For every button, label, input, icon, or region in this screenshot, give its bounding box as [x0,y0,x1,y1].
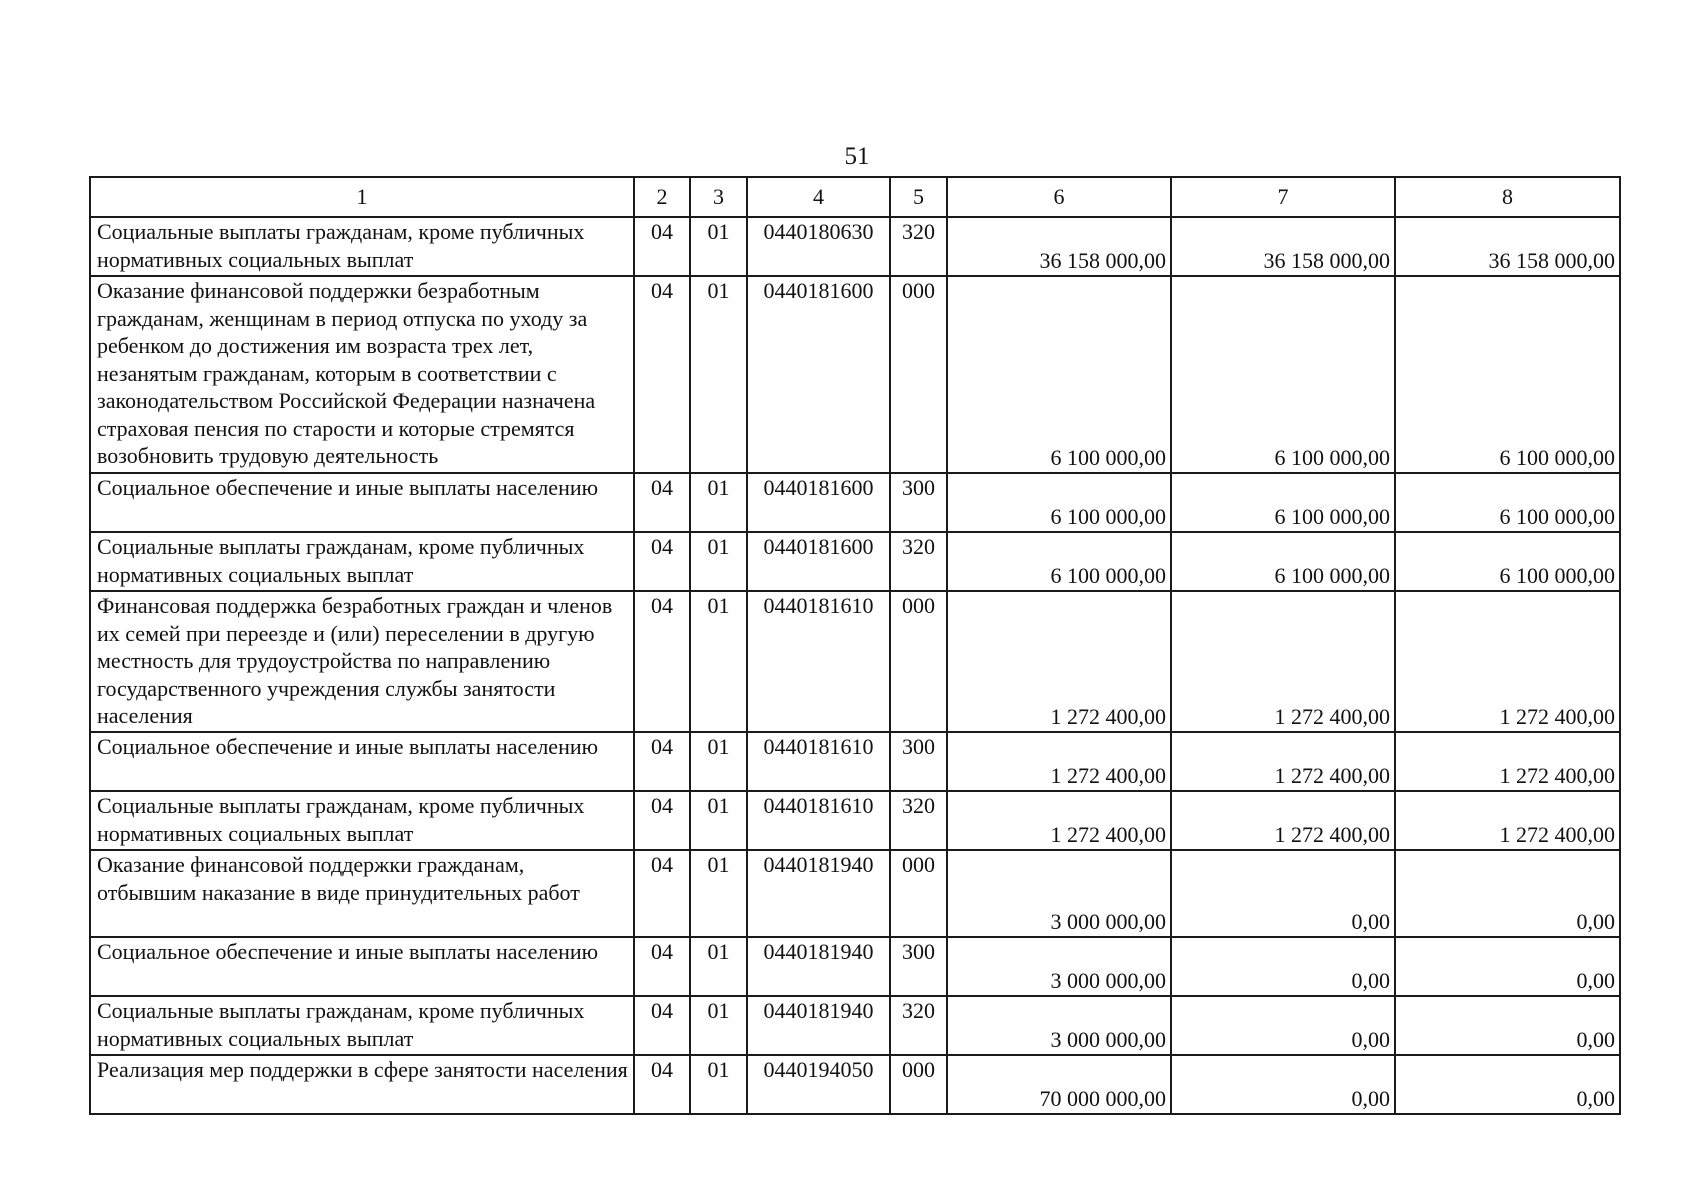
section-code: 04 [634,217,690,276]
expense-type-code: 000 [890,276,947,473]
expense-type-code: 320 [890,996,947,1055]
target-article-code: 0440181610 [747,791,890,850]
subsection-code: 01 [690,791,747,850]
amount-col-8: 6 100 000,00 [1395,276,1620,473]
section-code: 04 [634,532,690,591]
item-name: Социальные выплаты гражданам, кроме публичных нормативных социальных выплат [90,791,634,850]
section-code: 04 [634,996,690,1055]
amount-col-7: 6 100 000,00 [1171,532,1395,591]
subsection-code: 01 [690,473,747,532]
item-name: Оказание финансовой поддержки гражданам, отбывшим наказание в виде принудительных работ [90,850,634,937]
amount-col-7: 6 100 000,00 [1171,473,1395,532]
amount-col-7: 1 272 400,00 [1171,591,1395,732]
subsection-code: 01 [690,732,747,791]
item-name: Оказание финансовой поддержки безработным гражданам, женщинам в период отпуска по уходу за ребенком до достижения им возраста трех лет, незанятым гражданам, которым в соответствии с законодательством Российской Федерации назначена страховая пенсия по старости и которые стремятся возобновить трудовую деятельность [90,276,634,473]
amount-col-7: 0,00 [1171,996,1395,1055]
amount-col-6: 3 000 000,00 [947,996,1171,1055]
amount-col-6: 70 000 000,00 [947,1055,1171,1114]
header-row [90,177,1620,217]
section-code: 04 [634,791,690,850]
section-code: 04 [634,1055,690,1114]
item-name: Социальное обеспечение и иные выплаты населению [90,937,634,996]
amount-col-7: 1 272 400,00 [1171,791,1395,850]
expense-type-code: 300 [890,937,947,996]
column-header: 6 [947,177,1171,217]
item-name: Финансовая поддержка безработных граждан и членов их семей при переезде и (или) переселении в другую местность для трудоустройства по направлению государственного учреждения службы занятости населения [90,591,634,732]
page-number: 51 [844,143,870,170]
amount-col-6: 1 272 400,00 [947,732,1171,791]
amount-col-8: 1 272 400,00 [1395,791,1620,850]
table-row [90,276,1620,473]
amount-col-8: 0,00 [1395,937,1620,996]
table-row [90,532,1620,591]
item-name: Социальные выплаты гражданам, кроме публичных нормативных социальных выплат [90,532,634,591]
target-article-code: 0440181610 [747,732,890,791]
target-article-code: 0440181610 [747,591,890,732]
budget-table [89,176,1621,1115]
amount-col-7: 1 272 400,00 [1171,732,1395,791]
expense-type-code: 000 [890,591,947,732]
target-article-code: 0440181600 [747,532,890,591]
amount-col-6: 6 100 000,00 [947,473,1171,532]
target-article-code: 0440181940 [747,937,890,996]
amount-col-7: 0,00 [1171,850,1395,937]
expense-type-code: 000 [890,1055,947,1114]
column-header: 4 [747,177,890,217]
subsection-code: 01 [690,937,747,996]
amount-col-6: 3 000 000,00 [947,937,1171,996]
item-name: Социальные выплаты гражданам, кроме публичных нормативных социальных выплат [90,217,634,276]
table-row [90,732,1620,791]
amount-col-8: 36 158 000,00 [1395,217,1620,276]
subsection-code: 01 [690,217,747,276]
amount-col-7: 0,00 [1171,1055,1395,1114]
amount-col-7: 36 158 000,00 [1171,217,1395,276]
section-code: 04 [634,473,690,532]
item-name: Реализация мер поддержки в сфере занятости населения [90,1055,634,1114]
expense-type-code: 000 [890,850,947,937]
amount-col-8: 0,00 [1395,1055,1620,1114]
item-name: Социальное обеспечение и иные выплаты населению [90,473,634,532]
amount-col-8: 1 272 400,00 [1395,732,1620,791]
expense-type-code: 320 [890,532,947,591]
amount-col-6: 6 100 000,00 [947,276,1171,473]
column-header: 1 [90,177,634,217]
table-row [90,850,1620,937]
amount-col-8: 6 100 000,00 [1395,473,1620,532]
amount-col-6: 36 158 000,00 [947,217,1171,276]
subsection-code: 01 [690,1055,747,1114]
column-header: 8 [1395,177,1620,217]
target-article-code: 0440181600 [747,276,890,473]
target-article-code: 0440181940 [747,996,890,1055]
section-code: 04 [634,732,690,791]
amount-col-6: 6 100 000,00 [947,532,1171,591]
section-code: 04 [634,850,690,937]
table-row [90,591,1620,732]
section-code: 04 [634,276,690,473]
table-row [90,1055,1620,1114]
item-name: Социальное обеспечение и иные выплаты населению [90,732,634,791]
amount-col-6: 1 272 400,00 [947,791,1171,850]
target-article-code: 0440181940 [747,850,890,937]
column-header: 7 [1171,177,1395,217]
amount-col-8: 0,00 [1395,996,1620,1055]
subsection-code: 01 [690,276,747,473]
table-row [90,473,1620,532]
target-article-code: 0440194050 [747,1055,890,1114]
amount-col-7: 0,00 [1171,937,1395,996]
expense-type-code: 320 [890,791,947,850]
amount-col-8: 1 272 400,00 [1395,591,1620,732]
amount-col-8: 6 100 000,00 [1395,532,1620,591]
subsection-code: 01 [690,996,747,1055]
expense-type-code: 300 [890,473,947,532]
subsection-code: 01 [690,532,747,591]
item-name: Социальные выплаты гражданам, кроме публичных нормативных социальных выплат [90,996,634,1055]
table-row [90,217,1620,276]
section-code: 04 [634,591,690,732]
target-article-code: 0440180630 [747,217,890,276]
amount-col-8: 0,00 [1395,850,1620,937]
amount-col-6: 3 000 000,00 [947,850,1171,937]
table-row [90,937,1620,996]
expense-type-code: 320 [890,217,947,276]
subsection-code: 01 [690,850,747,937]
amount-col-7: 6 100 000,00 [1171,276,1395,473]
expense-type-code: 300 [890,732,947,791]
column-header: 3 [690,177,747,217]
table-row [90,791,1620,850]
section-code: 04 [634,937,690,996]
target-article-code: 0440181600 [747,473,890,532]
column-header: 5 [890,177,947,217]
subsection-code: 01 [690,591,747,732]
amount-col-6: 1 272 400,00 [947,591,1171,732]
column-header: 2 [634,177,690,217]
table-row [90,996,1620,1055]
